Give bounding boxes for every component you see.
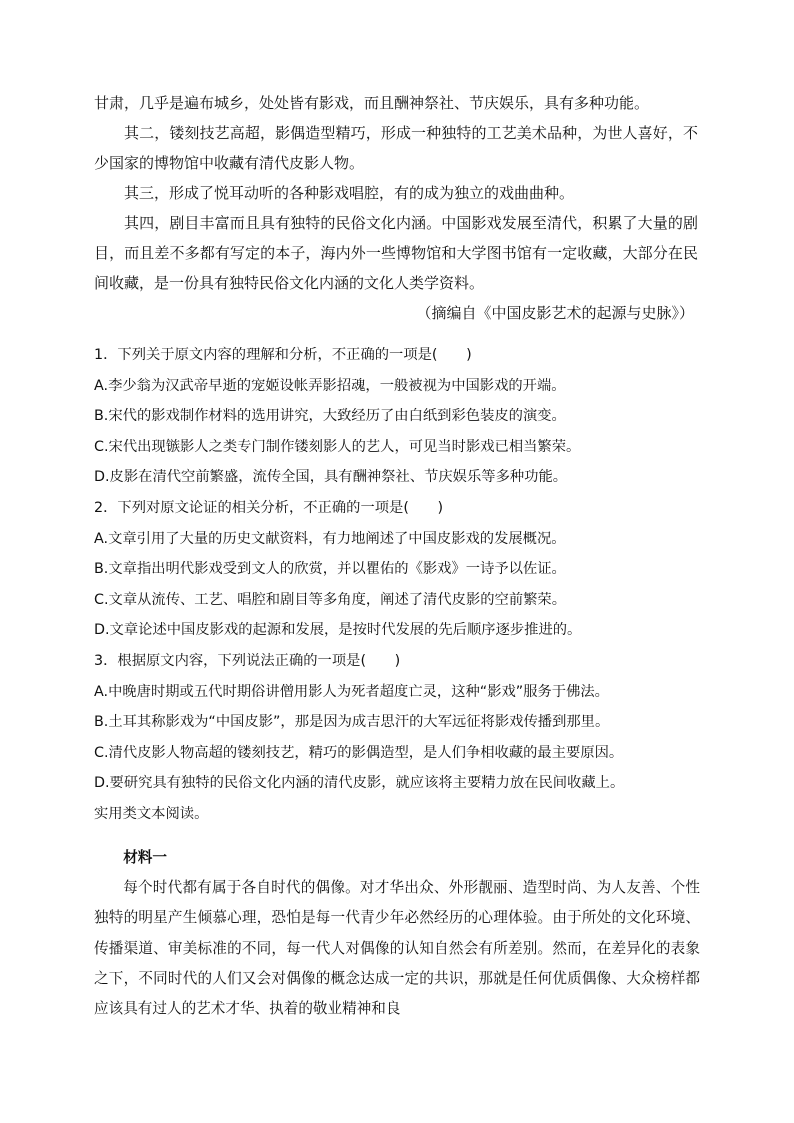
- material-body: 每个时代都有属于各自时代的偶像。对才华出众、外形靓丽、造型时尚、为人友善、个性独特的明星产生倾慕心理，恐怕是每一代青少年必然经历的心理体验。由于所处的文化环境、传播渠道、审美标准的不同，每一代人对偶像的认知自然会有所差别。然而，在差异化的表象之下，不同时代的人们又会对偶像的概念达成一定的共识，那就是任何优质偶像、大众榜样都应该具有过人的艺术才华、执着的敬业精神和良: [94, 879, 700, 1018]
- question-3-option-c: C.清代皮影人物高超的镂刻技艺，精巧的影偶造型，是人们争相收藏的最主要原因。: [94, 744, 624, 761]
- question-3-option-d: D.要研究具有独特的民俗文化内涵的清代皮影，就应该将主要精力放在民间收藏上。: [94, 775, 625, 792]
- section-heading: 实用类文本阅读。: [94, 805, 209, 822]
- material-one: [94, 843, 700, 1024]
- question-1-option-b: B.宋代的影戏制作材料的选用讲究，大致经历了由白纸到彩色装皮的演变。: [94, 408, 566, 425]
- question-1-stem: 1．下列关于原文内容的理解和分析，不正确的一项是( ): [94, 347, 472, 363]
- question-2-stem: 2．下列对原文论证的相关分析，不正确的一项是( ): [94, 499, 444, 516]
- question-1: [94, 340, 702, 493]
- question-2-option-c: C.文章从流传、工艺、唱腔和剧目等多角度，阐述了清代皮影的空前繁荣。: [94, 591, 567, 608]
- question-1-option-a: A.李少翁为汉武帝早逝的宠姬设帐弄影招魂，一般被视为中国影戏的开端。: [94, 377, 566, 394]
- question-2-option-a: A.文章引用了大量的历史文献资料，有力地阐述了中国皮影戏的发展概况。: [94, 530, 566, 547]
- passage-paragraph-4: 其四，剧目丰富而且具有独特的民俗文化内涵。中国影戏发展至清代，积累了大量的剧目，而且差不多都有写定的本子，海内外一些博物馆和大学图书馆有一定收藏，大部分在民间收藏，是一份具有独特民俗文化内涵的文化人类学资料。: [94, 214, 698, 292]
- question-2-option-d: D.文章论述中国皮影戏的起源和发展，是按时代发展的先后顺序逐步推进的。: [94, 622, 582, 639]
- passage-paragraph-1: 甘肃，几乎是遍布城乡，处处皆有影戏，而且酬神祭社、节庆娱乐，具有多种功能。: [94, 94, 650, 112]
- question-2: [94, 493, 702, 646]
- material-title: 材料一: [123, 849, 167, 866]
- question-2-option-b: B.文章指出明代影戏受到文人的欣赏，并以瞿佑的《影戏》一诗予以佐证。: [94, 561, 566, 578]
- question-1-option-c: C.宋代出现镞影人之类专门制作镂刻影人的艺人，可见当时影戏已相当繁荣。: [94, 438, 581, 455]
- passage-paragraph-3: 其三，形成了悦耳动听的各种影戏唱腔，有的成为独立的戏曲曲种。: [124, 184, 575, 202]
- passage-paragraph-2: 其二，镂刻技艺高超，影偶造型精巧，形成一种独特的工艺美术品种，为世人喜好，不少国家的博物馆中收藏有清代皮影人物。: [94, 124, 698, 172]
- question-3-option-b: B.土耳其称影戏为“中国皮影”，那是因为成吉思汗的大军远征将影戏传播到那里。: [94, 714, 610, 731]
- question-3-stem: 3．根据原文内容，下列说法正确的一项是( ): [94, 652, 401, 669]
- question-3-option-a: A.中晚唐时期或五代时期俗讲僧用影人为死者超度亡灵，这种“影戏”服务于佛法。: [94, 683, 609, 700]
- reading-passage: [94, 88, 698, 328]
- question-3: [94, 646, 702, 799]
- question-1-option-d: D.皮影在清代空前繁盛，流传全国，具有酬神祭社、节庆娱乐等多种功能。: [94, 469, 568, 486]
- passage-source: （摘编自《中国皮影艺术的起源与史脉》）: [416, 304, 694, 322]
- question-list: [94, 340, 702, 830]
